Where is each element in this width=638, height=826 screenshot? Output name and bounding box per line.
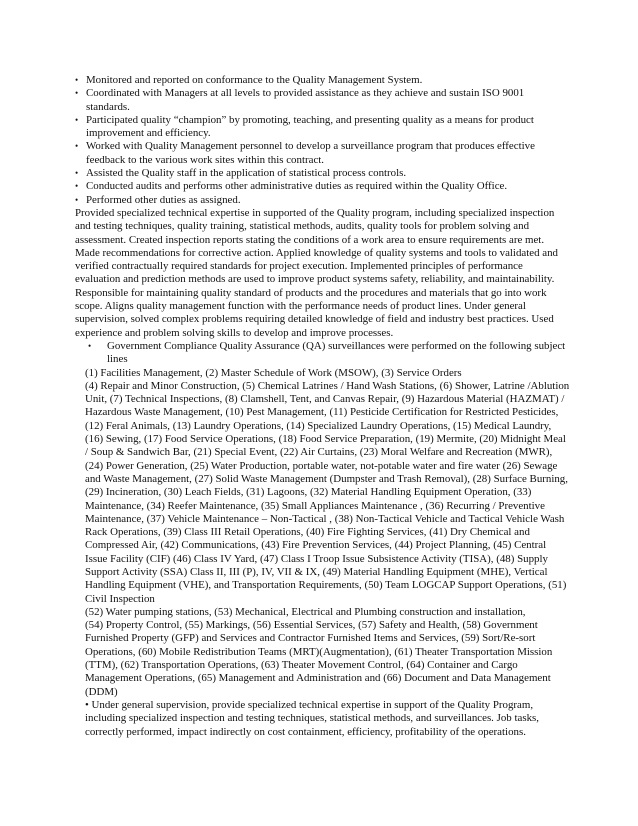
duty-bullet-4: • Worked with Quality Management personnel to develop a surveillance program that produces effective feedback to the various work sites within this contract. (75, 140, 570, 167)
subject-line-2: (4) Repair and Minor Construction, (5) Chemical Latrines / Hand Wash Stations, (6) Shower, Latrine /Ablution Unit, (7) Technical Inspections, (8) Clamshell, Tent, and Canvas Repair, (9) Hazardous Material (HAZMAT) / Hazardous Waste Management, (10) Pest Management, (11) Pesticide Certification for Restricted Pesticides, (12) Feral Animals, (13) Laundry Operations, (14) Specialized Laundry Operations, (15) Medical Laundry, (16) Sewing, (17) Food Service Operations, (18) Food Service Preparation, (19) Mermite, (20) Midnight Meal / Soup & Sandwich Bar, (21) Special Event, (22) Air Curtains, (23) Moral Welfare and Recreation (MWR), (24) Power Generation, (25) Water Production, portable water, not-potable water and fire water (26) Sewage and Waste Management, (27) Solid Waste Management (Dumpster and Trash Removal), (28) Surface Burning, (29) Incineration, (30) Leach Fields, (31) Lagoons, (32) Material Handling Equipment Operation, (33) Maintenance, (34) Reefer Maintenance, (35) Small Appliances Maintenance , (36) Recurring / Preventive Maintenance, (37) Vehicle Maintenance – Non-Tactical , (38) Non-Tactical Vehicle and Tactical Vehicle Wash Rack Operations, (39) Class III Retail Operations, (40) Fire Fighting Services, (41) Dry Chemical and Compressed Air, (42) Communications, (43) Fire Prevention Services, (44) Project Planning, (45) Central Issue Facility (CIF) (46) Class IV Yard, (47) Class I Troop Issue Subsistence Activity (TISA), (48) Supply Support Activity (SSA) Class II, III (P), IV, VII & IX, (49) Material Handling Equipment (MHE), Vertical Handling Equipment (VHE), and Transportation Requirements, (50) Team LOGCAP Support Operations, (51) Civil Inspection (85, 379, 570, 605)
qa-surveillance-block (75, 340, 570, 699)
duty-bullet-6: • Conducted audits and performs other administrative duties as required within the Quality Office. (75, 180, 570, 193)
duties-bullet-list (75, 74, 570, 207)
qa-sub-bullet-text: Government Compliance Quality Assurance (QA) surveillances were performed on the following subject lines (107, 339, 566, 366)
bullet-dot-icon: • (88, 340, 92, 351)
subject-line-4: (54) Property Control, (55) Markings, (56) Essential Services, (57) Safety and Health, (58) Government Furnished Property (GFP) and Services and Contractor Furnished Items and Services, (59) Sort/Re-sort Operations, (60) Mobile Redistribution Teams (MRT)(Augmentation), (61) Theater Transportation Mission (TTM), (62) Transportation Operations, (63) Theater Movement Control, (64) Container and Cargo Management Operations, (65) Management and Administration and (66) Document and Data Management (DDM) (85, 619, 553, 698)
final-paragraph: • Under general supervision, provide specialized technical expertise in support of the Quality Program, including specialized inspection and testing techniques, statistical methods, and surveillances. Job tasks, correctly performed, impact indirectly on cost containment, efficiency, profitability of the operations. (85, 698, 539, 738)
duty-bullet-2: • Coordinated with Managers at all levels to provided assistance as they achieve and sustain ISO 9001 standards. (75, 87, 570, 114)
document-content (75, 74, 570, 739)
subject-line-1: (1) Facilities Management, (2) Master Schedule of Work (MSOW), (3) Service Orders (85, 366, 462, 379)
expertise-paragraph: Provided specialized technical expertise in supported of the Quality program, including specialized inspection and testing techniques, quality training, statistical methods, audits, quality tools for problem solving and assessment. Created inspection reports stating the conditions of a work area to ensure requirements are met. Made recommendations for corrective action. Applied knowledge of quality systems and tools to validated and verified contractually required standards for project execution. Implemented principles of performance evaluation and prediction methods are used to improve product systems safety, reliability, and maintainability. Responsible for maintaining quality standard of products and the procedures and materials that go into work scope. Aligns quality management function with the performance needs of product lines. Under general supervision, solved complex problems requiring detailed knowledge of field and industry best practices. Used experience and problem solving skills to develop and improve processes. (75, 206, 558, 339)
duty-bullet-5: • Assisted the Quality staff in the application of statistical process controls. (75, 167, 570, 180)
duty-bullet-7: • Performed other duties as assigned. (75, 194, 570, 207)
duty-bullet-1: • Monitored and reported on conformance to the Quality Management System. (75, 74, 570, 87)
duty-bullet-3: • Participated quality “champion” by promoting, teaching, and presenting quality as a means for product improvement and efficiency. (75, 114, 570, 141)
subject-line-3: (52) Water pumping stations, (53) Mechanical, Electrical and Plumbing construction and installation, (85, 605, 526, 618)
qa-sub-bullet (85, 340, 570, 367)
